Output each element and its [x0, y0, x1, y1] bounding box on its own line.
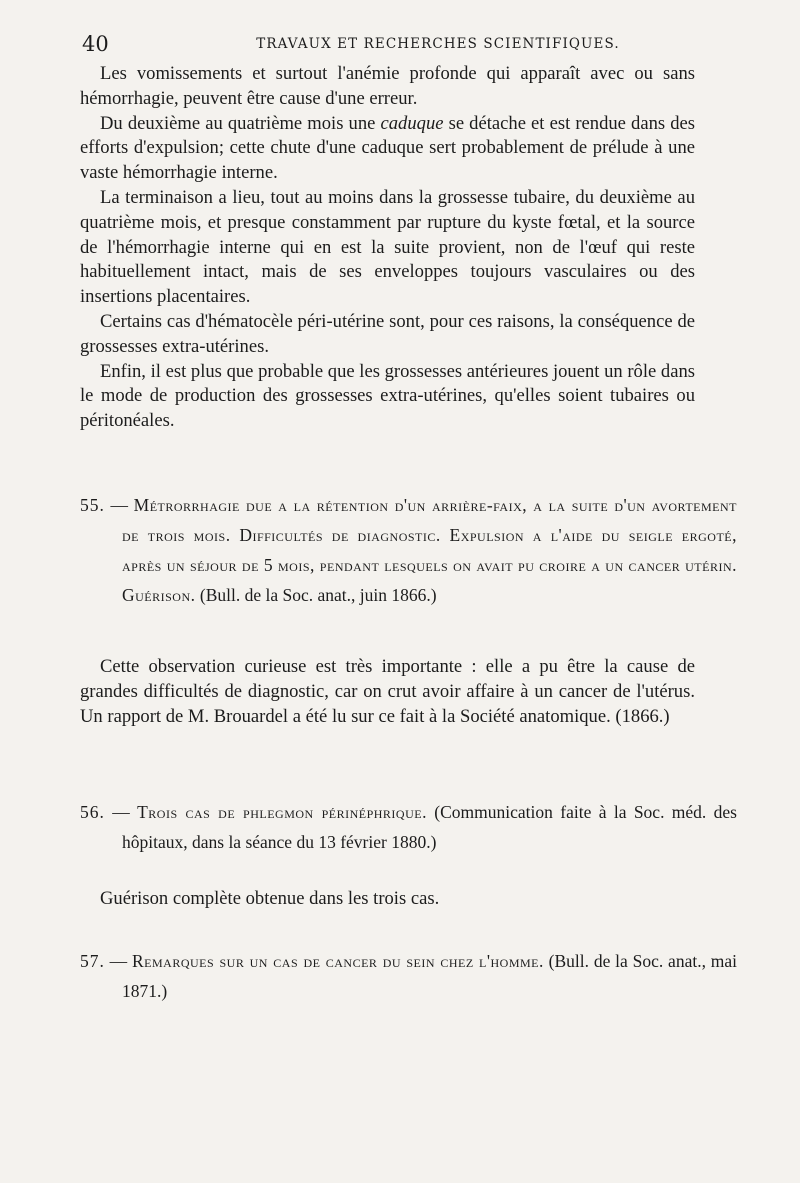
entry-title: Métrorrhagie due a la rétention d'un arrière-faix, a la suite d'un avortement de trois mois. Difficultés de diagnostic. Expulsion a l'aide du seigle ergoté, après un séjour de 5 mois, pendant lesquels on avait pu croire a un cancer utérin. Guérison. — [122, 495, 738, 605]
entry-reference: (Bull. de la Soc. anat., juin 1866.) — [195, 585, 437, 605]
entry-title: Remarques sur un cas de cancer du sein chez l'homme. — [132, 951, 544, 971]
entry-55: 55. — Métrorrhagie due a la rétention d'un arrière-faix, a la suite d'un avortement de trois mois. Difficultés de diagnostic. Expulsion a l'aide du seigle ergoté, après un séjour de 5 mois, pendant lesquels on avait pu croire a un cancer utérin. Guérison. (Bull. de la Soc. anat., juin 1866.) — [80, 495, 738, 605]
paragraph: Enfin, il est plus que probable que les grossesses antérieures jouent un rôle dans le mode de production des grossesses extra-utérines, qu'elles soient tubaires ou péritonéales. — [80, 360, 695, 432]
running-title: TRAVAUX ET RECHERCHES SCIENTIFIQUES. — [256, 36, 620, 52]
entry-title: Trois cas de phlegmon périnéphrique. — [137, 802, 427, 822]
intro-text — [80, 62, 695, 434]
entry-56: 56. — Trois cas de phlegmon périnéphrique. (Communication faite à la Soc. méd. des hôpitaux, dans la séance du 13 février 1880.) — [80, 802, 737, 852]
entry-56-note — [80, 887, 695, 912]
entry-note: Cette observation curieuse est très importante : elle a pu être la cause de grandes difficultés de diagnostic, car on crut avoir affaire à un cancer de l'utérus. Un rapport de M. Brouardel a été lu sur ce fait à la Société anatomique. (1866.) — [80, 656, 695, 727]
entry-reference: (Bull. de la Soc. anat., mai 1871.) — [122, 951, 738, 1001]
paragraph: Du deuxième au quatrième mois une caduque se détache et est rendue dans des efforts d'expulsion; cette chute d'une caduque sert probablement de prélude à une vaste hémorrhagie interne. — [80, 112, 695, 184]
paragraph: La terminaison a lieu, tout au moins dans la grossesse tubaire, du deuxième au quatrième mois, et presque constamment par rupture du kyste fœtal, et la source de l'hémorrhagie interne qui en est la suite provient, non de l'œuf qui reste habituellement intact, mais de ses enveloppes toujours vasculaires ou des insertions placentaires. — [80, 186, 695, 308]
paragraph: Certains cas d'hématocèle péri-utérine sont, pour ces raisons, la conséquence de grossesses extra-utérines. — [80, 310, 695, 357]
entry-57: 57. — Remarques sur un cas de cancer du sein chez l'homme. (Bull. de la Soc. anat., mai 1871.) — [80, 951, 738, 1001]
italic-term: caduque — [380, 112, 444, 134]
page-number: 40 — [82, 32, 109, 56]
entry-55-note — [80, 655, 695, 729]
page-header — [82, 28, 694, 58]
entry-note: Guérison complète obtenue dans les trois cas. — [100, 888, 440, 909]
entry-number: 55. — [80, 495, 105, 515]
entry-reference: (Communication faite à la Soc. méd. des hôpitaux, dans la séance du 13 février 1880.) — [122, 802, 737, 852]
entry-number: 57. — [80, 951, 105, 971]
entry-number: 56. — [80, 802, 105, 822]
paragraph: Les vomissements et surtout l'anémie profonde qui apparaît avec ou sans hémorrhagie, peuvent être cause d'une erreur. — [80, 63, 695, 109]
